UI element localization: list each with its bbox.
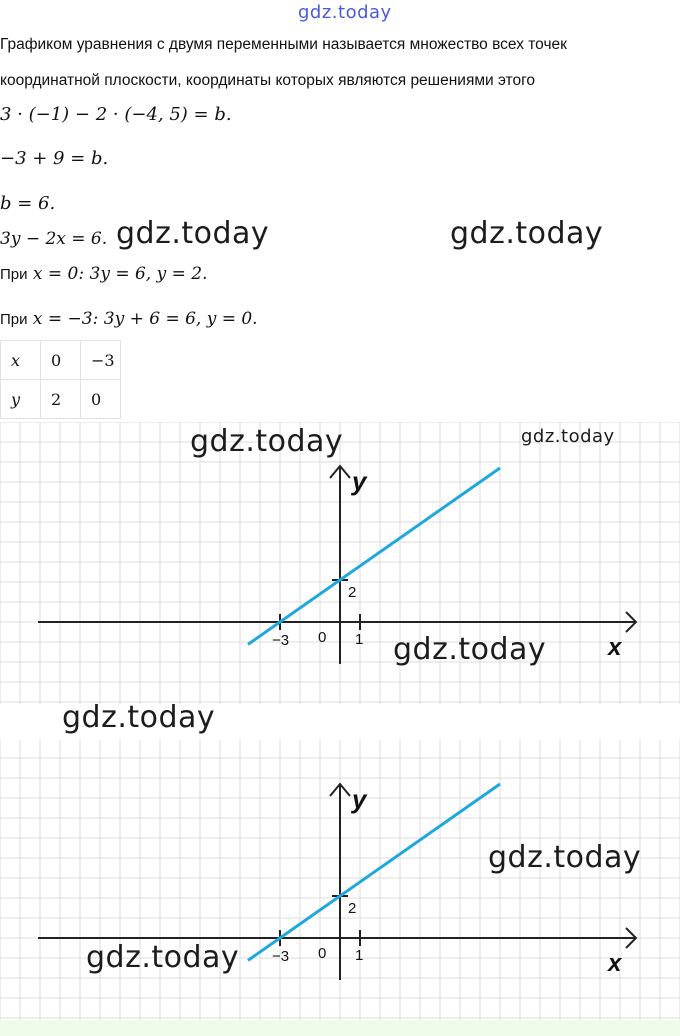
x-axis-label: x bbox=[608, 634, 622, 661]
watermark-7: gdz.today bbox=[488, 840, 642, 875]
equation-3: b = 6. bbox=[0, 193, 56, 214]
graph-2 bbox=[0, 740, 680, 1020]
equation-4: 3y − 2x = 6. bbox=[0, 229, 108, 249]
tick-label-1: 1 bbox=[355, 947, 364, 964]
watermark-6: gdz.today bbox=[62, 700, 216, 735]
case-2 bbox=[0, 309, 258, 329]
table-cell: x bbox=[1, 341, 41, 380]
equation-2: −3 + 9 = b. bbox=[0, 148, 109, 169]
case-2-prefix: При bbox=[0, 311, 28, 328]
bottom-strip bbox=[0, 1020, 680, 1036]
tick-label-0: 0 bbox=[318, 629, 327, 646]
table-cell: 0 bbox=[81, 380, 121, 419]
table-cell: 0 bbox=[41, 341, 81, 380]
watermark-8: gdz.today bbox=[86, 940, 240, 975]
tick-label-neg3: −3 bbox=[272, 948, 290, 965]
equation-1: 3 · (−1) − 2 · (−4, 5) = b. bbox=[0, 104, 232, 125]
watermark-top: gdz.today bbox=[298, 2, 392, 23]
paragraph-line-1: Графиком уравнения с двумя переменными называется множество всех точек bbox=[0, 36, 567, 53]
y-axis-label: y bbox=[352, 466, 367, 496]
watermark-3: gdz.today bbox=[190, 424, 344, 459]
graph-line bbox=[248, 784, 500, 960]
tick-label-2: 2 bbox=[348, 900, 357, 917]
case-2-text: x = −3: 3y + 6 = 6, y = 0. bbox=[32, 309, 258, 329]
table-row bbox=[1, 341, 121, 380]
tick-label-neg3: −3 bbox=[272, 632, 290, 649]
y-axis-label: y bbox=[352, 784, 367, 814]
graph-1 bbox=[0, 422, 680, 704]
tick-label-2: 2 bbox=[348, 584, 357, 601]
table-row bbox=[1, 380, 121, 419]
x-axis-label: x bbox=[608, 950, 622, 977]
watermark-5: gdz.today bbox=[393, 632, 547, 667]
case-1-prefix: При bbox=[0, 266, 28, 283]
case-1 bbox=[0, 264, 207, 284]
table-cell: −3 bbox=[81, 341, 121, 380]
case-1-text: x = 0: 3y = 6, y = 2. bbox=[32, 264, 208, 284]
tick-label-1: 1 bbox=[355, 631, 364, 648]
watermark-2: gdz.today bbox=[450, 216, 604, 251]
table-cell: y bbox=[1, 380, 41, 419]
table-cell: 2 bbox=[41, 380, 81, 419]
watermark-4: gdz.today bbox=[521, 426, 615, 447]
values-table bbox=[0, 340, 121, 419]
graph-line bbox=[248, 468, 500, 644]
watermark-1: gdz.today bbox=[116, 216, 270, 251]
tick-label-0: 0 bbox=[318, 945, 327, 962]
paragraph-line-2: координатной плоскости, координаты которых являются решениями этого bbox=[0, 72, 536, 89]
